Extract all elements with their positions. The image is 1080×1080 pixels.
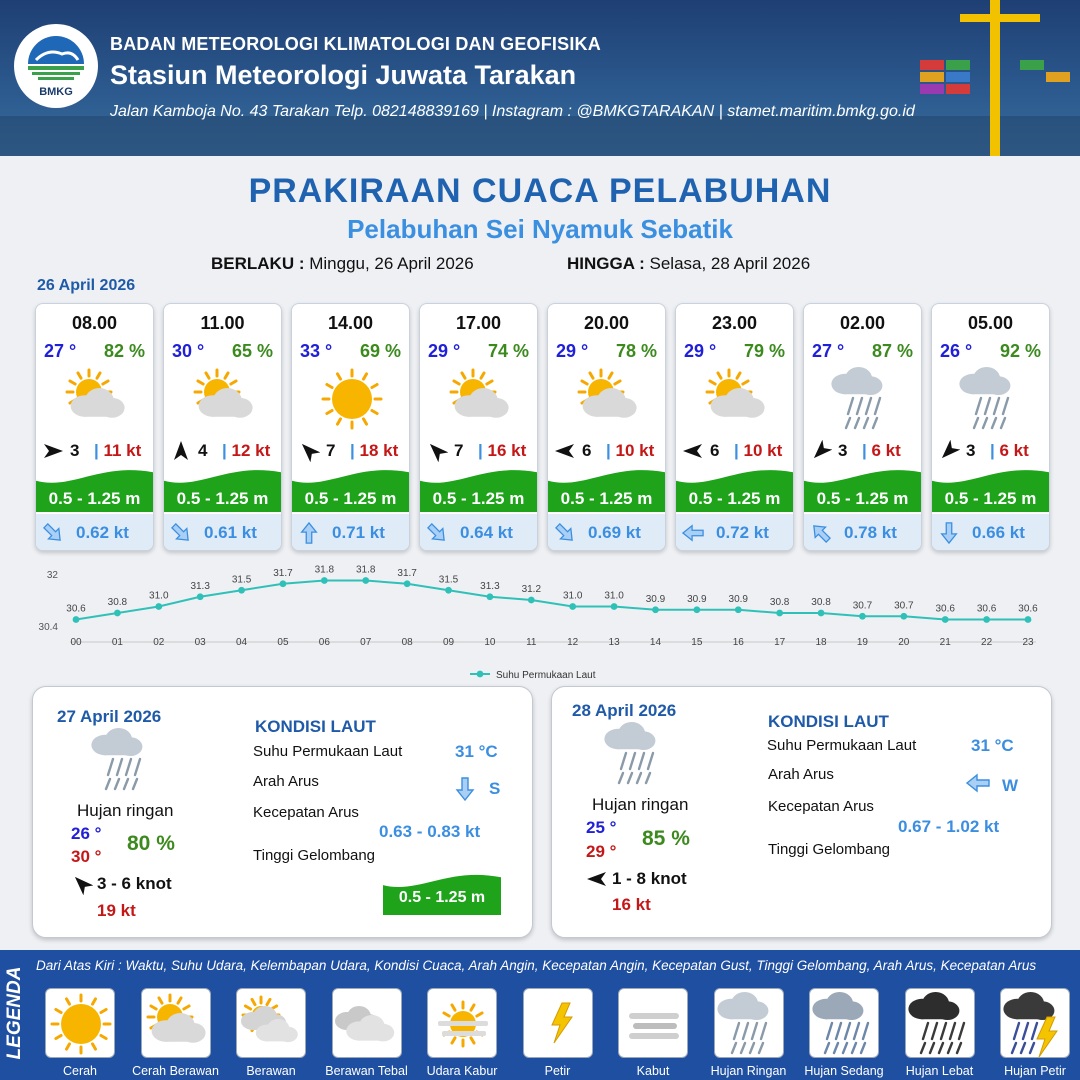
page-title: PRAKIRAAN CUACA PELABUHAN — [248, 172, 832, 210]
data-label: 30.8 — [107, 597, 128, 608]
current-speed: 0.64 kt — [460, 523, 513, 542]
air-temperature: 33 ° — [300, 341, 333, 361]
hourly-card — [675, 303, 794, 551]
max-temperature: 30 ° — [71, 847, 102, 866]
gust-speed: 19 kt — [97, 901, 136, 920]
current-speed: 0.78 kt — [844, 523, 897, 542]
data-point — [404, 580, 411, 587]
sea-condition-title: KONDISI LAUT — [768, 712, 889, 731]
kabut-icon — [621, 991, 687, 1062]
humidity: 82 % — [103, 341, 145, 361]
forecast-time: 17.00 — [455, 313, 502, 333]
wave-height-label: Tinggi Gelombang — [253, 847, 376, 864]
humidity: 92 % — [999, 341, 1041, 361]
hujan-lebat-icon — [908, 991, 974, 1062]
sst-chart — [30, 560, 1050, 690]
cerah-berawan-icon — [703, 366, 769, 432]
valid-from-label: BERLAKU : — [211, 254, 305, 273]
current-speed: 0.71 kt — [332, 523, 385, 542]
data-point — [155, 603, 162, 610]
data-label: 30.8 — [811, 597, 831, 608]
current-speed-value: 0.67 - 1.02 kt — [898, 817, 1000, 836]
gust-speed: 16 kt — [612, 895, 651, 914]
data-label: 31.7 — [397, 567, 417, 579]
legend-item — [523, 988, 593, 1058]
current-direction-icon — [966, 771, 990, 800]
wave-height: 0.5 - 1.25 m — [944, 489, 1037, 508]
wind-speed: 6 — [710, 441, 720, 460]
data-point — [693, 606, 700, 613]
gust-value: 16 kt — [487, 441, 527, 460]
current-speed: 0.61 kt — [204, 523, 257, 542]
hujan-ringan-icon — [959, 366, 1025, 432]
x-tick-label: 20 — [898, 637, 910, 648]
legend-item-label: Cerah Berawan — [132, 1064, 219, 1078]
data-point — [362, 577, 369, 584]
data-point — [73, 616, 80, 623]
gust-value: 10 kt — [615, 441, 655, 460]
data-point — [735, 606, 742, 613]
legend-side-label: LEGENDA — [4, 966, 25, 1060]
org-name: BADAN METEOROLOGI KLIMATOLOGI DAN GEOFISIKA — [110, 34, 601, 54]
wave-height: 0.5 - 1.25 m — [432, 489, 525, 508]
wind-speed: 7 — [454, 441, 464, 460]
sst-label: Suhu Permukaan Laut — [253, 743, 403, 760]
wind-direction-icon — [170, 440, 192, 462]
gust-speed: | 10 kt — [606, 441, 655, 460]
x-tick-label: 05 — [277, 637, 289, 648]
sst-value: 31 °C — [971, 736, 1014, 755]
data-label: 30.7 — [894, 600, 914, 612]
data-label: 31.0 — [604, 590, 624, 602]
humidity: 87 % — [871, 341, 913, 361]
current-direction-icon — [810, 522, 832, 544]
current-direction-icon — [426, 522, 448, 544]
data-label: 31.3 — [480, 580, 500, 592]
humidity: 74 % — [487, 341, 529, 361]
legend-description: Dari Atas Kiri : Waktu, Suhu Udara, Kelembapan Udara, Kondisi Cuaca, Arah Angin, Kecepatan Angin, Kecepatan Gust, Tinggi Gelombang, Arah Arus, Kecepatan Arus — [36, 958, 1037, 973]
legend-item-label: Hujan Sedang — [804, 1064, 884, 1078]
data-label: 31.5 — [231, 574, 252, 586]
data-point — [445, 587, 452, 594]
x-tick-label: 22 — [981, 637, 993, 648]
cerah-berawan-icon — [144, 991, 210, 1062]
data-label: 30.8 — [769, 597, 790, 608]
gust-value: 6 kt — [871, 441, 901, 460]
wind-direction-icon — [426, 440, 448, 462]
gust-speed: | 16 kt — [478, 441, 527, 460]
current-direction-value: S — [489, 779, 501, 798]
min-temperature: 26 ° — [71, 824, 102, 843]
x-tick-label: 11 — [526, 637, 537, 648]
cerah-icon — [48, 991, 114, 1062]
wave-height: 0.5 - 1.25 m — [560, 489, 653, 508]
x-tick-label: 13 — [608, 637, 620, 648]
x-tick-label: 10 — [484, 637, 496, 648]
wind-direction-icon — [42, 440, 64, 462]
current-direction-icon — [554, 522, 576, 544]
hourly-card — [419, 303, 538, 551]
wave-height: 0.5 - 1.25 m — [688, 489, 781, 508]
logo-text: BMKG — [39, 86, 73, 98]
data-point — [487, 593, 494, 600]
data-point — [528, 597, 535, 604]
data-label: 30.6 — [1018, 603, 1038, 615]
x-tick-label: 07 — [360, 637, 372, 648]
cerah-berawan-icon — [63, 366, 129, 432]
station-name: Stasiun Meteorologi Juwata Tarakan — [110, 60, 577, 90]
data-label: 31.8 — [356, 564, 376, 576]
wind-direction-icon — [586, 868, 608, 895]
gust-value: 10 kt — [743, 441, 783, 460]
forecast-time: 14.00 — [327, 313, 374, 333]
wind-direction-icon — [554, 440, 576, 462]
humidity: 69 % — [359, 341, 401, 361]
current-speed: 0.72 kt — [716, 523, 769, 542]
data-label: 30.9 — [728, 593, 748, 605]
gust-speed: | 11 kt — [94, 441, 142, 460]
x-tick-label: 03 — [194, 637, 206, 648]
current-direction-icon — [42, 522, 64, 544]
hourly-card — [803, 303, 922, 551]
data-label: 30.6 — [976, 603, 997, 615]
data-point — [983, 616, 990, 623]
x-tick-label: 01 — [111, 637, 123, 648]
y-tick-label: 32 — [46, 570, 58, 581]
legend-item — [141, 988, 211, 1058]
series-line — [76, 581, 1028, 620]
data-point — [321, 577, 328, 584]
daily-forecast-panel — [551, 686, 1052, 938]
hujan-ringan-icon — [604, 721, 670, 792]
air-temperature: 26 ° — [940, 341, 973, 361]
udara-kabur-icon — [430, 991, 496, 1062]
legend-item-label: Hujan Lebat — [905, 1064, 974, 1078]
sea-condition-title: KONDISI LAUT — [255, 717, 376, 736]
data-point — [776, 610, 783, 617]
weather-condition: Hujan ringan — [77, 801, 174, 820]
data-point — [569, 603, 576, 610]
x-tick-label: 18 — [815, 637, 827, 648]
wind-speed: 3 — [966, 441, 976, 460]
wave-height: 0.5 - 1.25 m — [176, 489, 269, 508]
x-tick-label: 09 — [442, 637, 455, 648]
legend-item-label: Hujan Petir — [1004, 1064, 1066, 1078]
current-direction-icon — [938, 522, 960, 544]
wind-direction-icon — [810, 440, 832, 462]
data-label: 30.9 — [687, 593, 707, 605]
data-label: 30.6 — [935, 603, 955, 615]
current-speed: 0.69 kt — [588, 523, 641, 542]
valid-to-label: HINGGA : — [567, 254, 645, 273]
current-direction-icon — [682, 522, 704, 544]
current-direction-value: W — [1002, 776, 1019, 795]
hujan-ringan-icon — [91, 727, 157, 798]
x-tick-label: 15 — [691, 637, 703, 648]
data-label: 30.9 — [645, 593, 666, 605]
data-point — [652, 606, 659, 613]
x-tick-label: 06 — [318, 637, 330, 648]
humidity: 78 % — [615, 341, 657, 361]
legend-item-label: Udara Kabur — [426, 1064, 498, 1078]
air-temperature: 27 ° — [812, 341, 845, 361]
data-label: 31.2 — [521, 584, 542, 595]
data-point — [900, 613, 907, 620]
berawan-tebal-icon — [335, 991, 401, 1062]
legend-item-label: Berawan Tebal — [325, 1064, 408, 1078]
legend-item-label: Cerah — [62, 1064, 98, 1078]
x-tick-label: 00 — [70, 637, 82, 648]
forecast-time: 08.00 — [71, 313, 118, 333]
petir-icon — [526, 991, 592, 1062]
cerah-icon — [319, 366, 385, 432]
humidity: 79 % — [743, 341, 785, 361]
legend-item — [809, 988, 879, 1058]
x-tick-label: 16 — [732, 637, 744, 648]
legend-marker — [477, 671, 484, 678]
humidity: 85 % — [642, 827, 690, 850]
cerah-berawan-icon — [575, 366, 641, 432]
header-banner — [0, 0, 1080, 156]
hujan-petir-icon — [1003, 991, 1069, 1062]
current-speed: 0.66 kt — [972, 523, 1025, 542]
valid-to-value: Selasa, 28 April 2026 — [649, 254, 811, 273]
contact-info: Jalan Kamboja No. 43 Tarakan Telp. 082148839169 | Instagram : @BMKGTARAKAN | stamet.maritim.bmkg.go.id — [110, 103, 915, 120]
wind-speed: 3 — [838, 441, 848, 460]
day1-date: 26 April 2026 — [37, 277, 136, 294]
wind-speed: 3 - 6 knot — [97, 874, 172, 893]
current-direction-icon — [170, 522, 192, 544]
legend-item-label: Kabut — [636, 1064, 670, 1078]
data-label: 30.6 — [66, 603, 86, 615]
data-point — [1025, 616, 1032, 623]
legend-item — [905, 988, 975, 1058]
wind-direction-icon — [682, 440, 704, 462]
weather-condition: Hujan ringan — [592, 795, 689, 814]
forecast-time: 20.00 — [583, 313, 630, 333]
wind-direction-icon — [938, 440, 960, 462]
data-point — [238, 587, 245, 594]
forecast-time: 11.00 — [200, 313, 245, 333]
valid-from — [211, 254, 474, 274]
legend-item — [427, 988, 497, 1058]
data-label: 31.3 — [190, 580, 210, 592]
hourly-card — [547, 303, 666, 551]
forecast-time: 02.00 — [839, 313, 886, 333]
data-point — [114, 610, 121, 617]
hourly-card — [163, 303, 282, 551]
wind-speed: 3 — [70, 441, 80, 460]
x-tick-label: 21 — [939, 637, 951, 648]
sst-value: 31 °C — [455, 742, 498, 761]
wind-speed: 4 — [198, 441, 208, 460]
sst-label: Suhu Permukaan Laut — [767, 737, 917, 754]
legend-side — [0, 950, 30, 1080]
data-label: 31.0 — [149, 590, 169, 602]
legend-item — [236, 988, 306, 1058]
humidity: 65 % — [231, 341, 273, 361]
max-temperature: 29 ° — [586, 842, 617, 861]
air-temperature: 29 ° — [428, 341, 461, 361]
data-point — [818, 610, 825, 617]
legend-item — [618, 988, 688, 1058]
gust-speed: | 6 kt — [862, 441, 901, 460]
x-tick-label: 12 — [567, 637, 579, 648]
bmkg-logo — [14, 24, 98, 108]
gust-speed: | 10 kt — [734, 441, 783, 460]
forecast-date: 28 April 2026 — [572, 701, 677, 720]
air-temperature: 29 ° — [556, 341, 589, 361]
hourly-card — [291, 303, 410, 551]
air-temperature: 30 ° — [172, 341, 205, 361]
air-temperature: 27 ° — [44, 341, 77, 361]
min-temperature: 25 ° — [586, 818, 617, 837]
wave-height: 0.5 - 1.25 m — [304, 489, 397, 508]
data-point — [942, 616, 949, 623]
legend-label: Suhu Permukaan Laut — [496, 670, 596, 681]
legend-item-label: Petir — [544, 1064, 571, 1078]
data-label: 31.5 — [438, 574, 459, 586]
data-label: 30.7 — [852, 600, 873, 612]
berawan-icon — [239, 991, 305, 1062]
x-tick-label: 17 — [774, 637, 786, 648]
valid-to — [567, 254, 810, 274]
gust-value: 18 kt — [359, 441, 399, 460]
gust-value: 12 kt — [231, 441, 271, 460]
legend-item — [332, 988, 402, 1058]
data-point — [611, 603, 618, 610]
wind-speed: 7 — [326, 441, 336, 460]
forecast-time: 23.00 — [711, 313, 758, 333]
forecast-date: 27 April 2026 — [57, 707, 162, 726]
gust-value: 6 kt — [999, 441, 1029, 460]
hourly-card — [35, 303, 154, 551]
legend-item — [714, 988, 784, 1058]
wind-direction-icon — [298, 440, 320, 462]
wave-height-label: Tinggi Gelombang — [768, 841, 891, 858]
gust-speed: | 12 kt — [222, 441, 271, 460]
air-temperature: 29 ° — [684, 341, 717, 361]
data-point — [280, 580, 287, 587]
data-label: 31.7 — [273, 567, 293, 579]
x-tick-label: 14 — [649, 637, 662, 648]
legend-item-label: Berawan — [246, 1064, 296, 1078]
wind-speed: 1 - 8 knot — [612, 869, 687, 888]
x-tick-label: 08 — [401, 637, 413, 648]
wave-height-value: 0.5 - 1.25 m — [398, 889, 486, 906]
humidity: 80 % — [127, 832, 175, 855]
current-direction-icon — [298, 522, 320, 544]
current-speed-label: Kecepatan Arus — [253, 804, 359, 821]
legend-item-label: Hujan Ringan — [710, 1064, 787, 1078]
wave-height: 0.5 - 1.25 m — [816, 489, 909, 508]
data-label: 31.0 — [562, 590, 583, 602]
current-direction-label: Arah Arus — [768, 766, 834, 783]
daily-forecast-panel — [32, 686, 533, 938]
wind-direction-icon — [71, 873, 93, 900]
wave-height: 0.5 - 1.25 m — [48, 489, 141, 508]
valid-from-value: Minggu, 26 April 2026 — [309, 254, 474, 273]
hujan-ringan-icon — [831, 366, 897, 432]
current-direction-icon — [453, 777, 477, 806]
current-speed-label: Kecepatan Arus — [768, 798, 874, 815]
data-point — [859, 613, 866, 620]
gust-value: 11 kt — [103, 441, 142, 460]
gust-speed: | 18 kt — [350, 441, 399, 460]
y-tick-label: 30.4 — [38, 622, 58, 633]
cerah-berawan-icon — [447, 366, 513, 432]
current-speed: 0.62 kt — [76, 523, 129, 542]
hourly-card — [931, 303, 1050, 551]
current-speed-value: 0.63 - 0.83 kt — [379, 822, 481, 841]
gust-speed: | 6 kt — [990, 441, 1029, 460]
cerah-berawan-icon — [191, 366, 257, 432]
x-tick-label: 04 — [236, 637, 248, 648]
data-label: 31.8 — [314, 564, 335, 576]
wind-speed: 6 — [582, 441, 592, 460]
current-direction-label: Arah Arus — [253, 773, 319, 790]
legend-item — [45, 988, 115, 1058]
legend-item — [1000, 988, 1070, 1058]
x-tick-label: 02 — [153, 637, 165, 648]
hujan-ringan-icon — [717, 991, 783, 1062]
x-tick-label: 23 — [1022, 637, 1034, 648]
data-point — [197, 593, 204, 600]
page-subtitle: Pelabuhan Sei Nyamuk Sebatik — [347, 214, 733, 244]
hujan-sedang-icon — [812, 991, 878, 1062]
forecast-time: 05.00 — [967, 313, 1014, 333]
x-tick-label: 19 — [856, 637, 868, 648]
